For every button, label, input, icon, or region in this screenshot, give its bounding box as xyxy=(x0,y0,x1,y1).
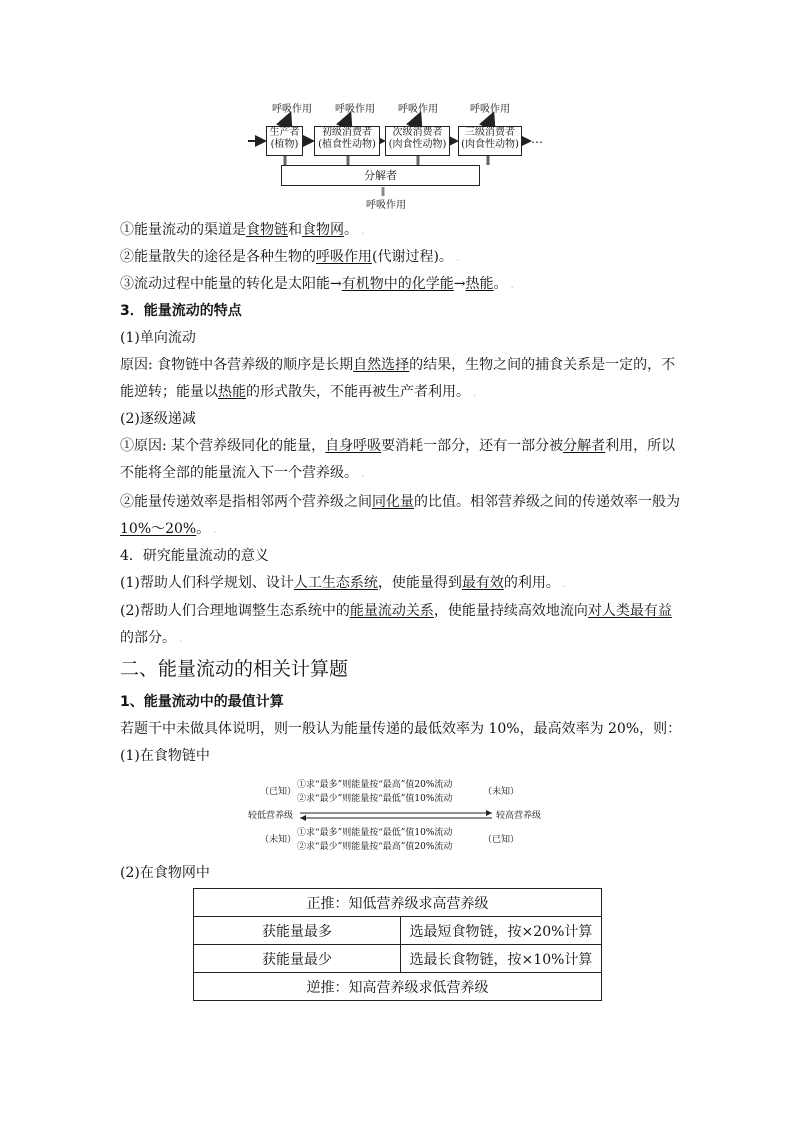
paragraph-meaning-2: (2)帮助人们合理地调整生态系统中的能量流动关系，使能量持续高效地流向对人类最有益 xyxy=(120,603,672,619)
subheading-one-way: (1)单向流动 xyxy=(120,330,196,346)
paragraph-efficiency: ②能量传递效率是指相邻两个营养级之间同化量的比值。相邻营养级之间的传递效率一般为 xyxy=(120,494,680,510)
node-title: 三级消费者 xyxy=(465,127,515,138)
table-cell: 选最短食物链，按×20%计算 xyxy=(401,917,602,945)
secondary-consumer-node xyxy=(385,126,450,156)
diagram-arrows xyxy=(0,0,794,220)
rule-bottom-1: ①求“最多”则能量按“最低”值10%流动 xyxy=(297,828,453,838)
paragraph-conversion: ③流动过程中能量的转化是太阳能→有机物中的化学能→热能。 . xyxy=(120,276,514,292)
table-row xyxy=(194,917,602,945)
paragraph-reason-2b: 不能将全部的能量流入下一个营养级。 . xyxy=(120,465,365,481)
node-title: 次级消费者 xyxy=(392,127,443,138)
node-title: 分解者 xyxy=(364,169,397,182)
table-footer-cell: 逆推：知高营养级求低营养级 xyxy=(194,973,602,1001)
table-row xyxy=(194,945,602,973)
double-arrow xyxy=(296,810,496,822)
table-cell: 获能量最多 xyxy=(194,917,401,945)
table-row xyxy=(194,973,602,1001)
food-web-table xyxy=(193,888,602,1001)
node-subtitle: (植物) xyxy=(270,139,299,150)
node-subtitle: (肉食性动物) xyxy=(388,139,447,150)
table-cell: 选最长食物链，按×10%计算 xyxy=(401,945,602,973)
higher-level-label: 较高营养级 xyxy=(496,811,542,821)
respiration-label: 呼吸作用 xyxy=(272,104,312,115)
rule-bottom-2: ②求“最少”则能量按“最高”值20%流动 xyxy=(297,842,453,852)
known-label: （已知） xyxy=(260,787,297,797)
unknown-label: （未知） xyxy=(260,835,297,845)
paragraph-channel: ①能量流动的渠道是食物链和食物网。 . xyxy=(120,222,365,238)
heading-extreme-values: 1、能量流动中的最值计算 xyxy=(120,694,284,710)
paragraph-meaning-2b: 的部分。 . xyxy=(120,630,183,646)
paragraph-reason-1: 原因: 食物链中各营养级的顺序是长期自然选择的结果，生物之间的捕食关系是一定的，不 xyxy=(120,357,676,373)
respiration-label: 呼吸作用 xyxy=(470,104,510,115)
table-row xyxy=(194,889,602,917)
chain-ellipsis: … xyxy=(531,132,543,146)
heading-significance: 4．研究能量流动的意义 xyxy=(120,548,269,564)
rule-top-2: ②求“最少”则能量按“最低”值10%流动 xyxy=(297,794,453,804)
tertiary-consumer-node xyxy=(458,126,522,156)
respiration-label: 呼吸作用 xyxy=(335,104,375,115)
paragraph-reason-1b: 能逆转；能量以热能的形式散失，不能再被生产者利用。 . xyxy=(120,384,477,400)
section-title: 二、能量流动的相关计算题 xyxy=(120,658,349,680)
primary-consumer-node xyxy=(314,126,380,156)
node-subtitle: (肉食性动物) xyxy=(461,139,519,150)
table-header-cell: 正推：知低营养级求高营养级 xyxy=(194,889,602,917)
respiration-label: 呼吸作用 xyxy=(398,104,438,115)
heading-characteristics: 3．能量流动的特点 xyxy=(120,303,242,319)
subheading-food-web: (2)在食物网中 xyxy=(120,865,210,881)
known-label: （已知） xyxy=(483,835,520,845)
respiration-label: 呼吸作用 xyxy=(366,200,406,211)
decomposer-node xyxy=(281,165,480,186)
lower-level-label: 较低营养级 xyxy=(248,811,294,821)
table-cell: 获能量最少 xyxy=(194,945,401,973)
node-title: 初级消费者 xyxy=(322,127,372,138)
node-subtitle: (植食性动物) xyxy=(318,139,376,150)
subheading-decreasing: (2)逐级递减 xyxy=(120,411,196,427)
subheading-food-chain: (1)在食物链中 xyxy=(120,748,210,764)
paragraph-intro: 若题干中未做具体说明，则一般认为能量传递的最低效率为 10%，最高效率为 20%，则： xyxy=(120,721,682,737)
paragraph-efficiency-b: 10%～20%。 . xyxy=(120,521,217,537)
rule-top-1: ①求“最多”则能量按“最高”值20%流动 xyxy=(297,780,453,790)
paragraph-reason-2: ①原因: 某个营养级同化的能量，自身呼吸要消耗一部分，还有一部分被分解者利用，所以 xyxy=(120,438,676,454)
paragraph-meaning-1: (1)帮助人们科学规划、设计人工生态系统，使能量得到最有效的利用。 . xyxy=(120,575,567,591)
producer-node xyxy=(266,126,303,156)
unknown-label: （未知） xyxy=(483,787,520,797)
node-title: 生产者 xyxy=(269,127,300,138)
paragraph-dissipation: ②能量散失的途径是各种生物的呼吸作用(代谢过程)。 . xyxy=(120,249,460,265)
